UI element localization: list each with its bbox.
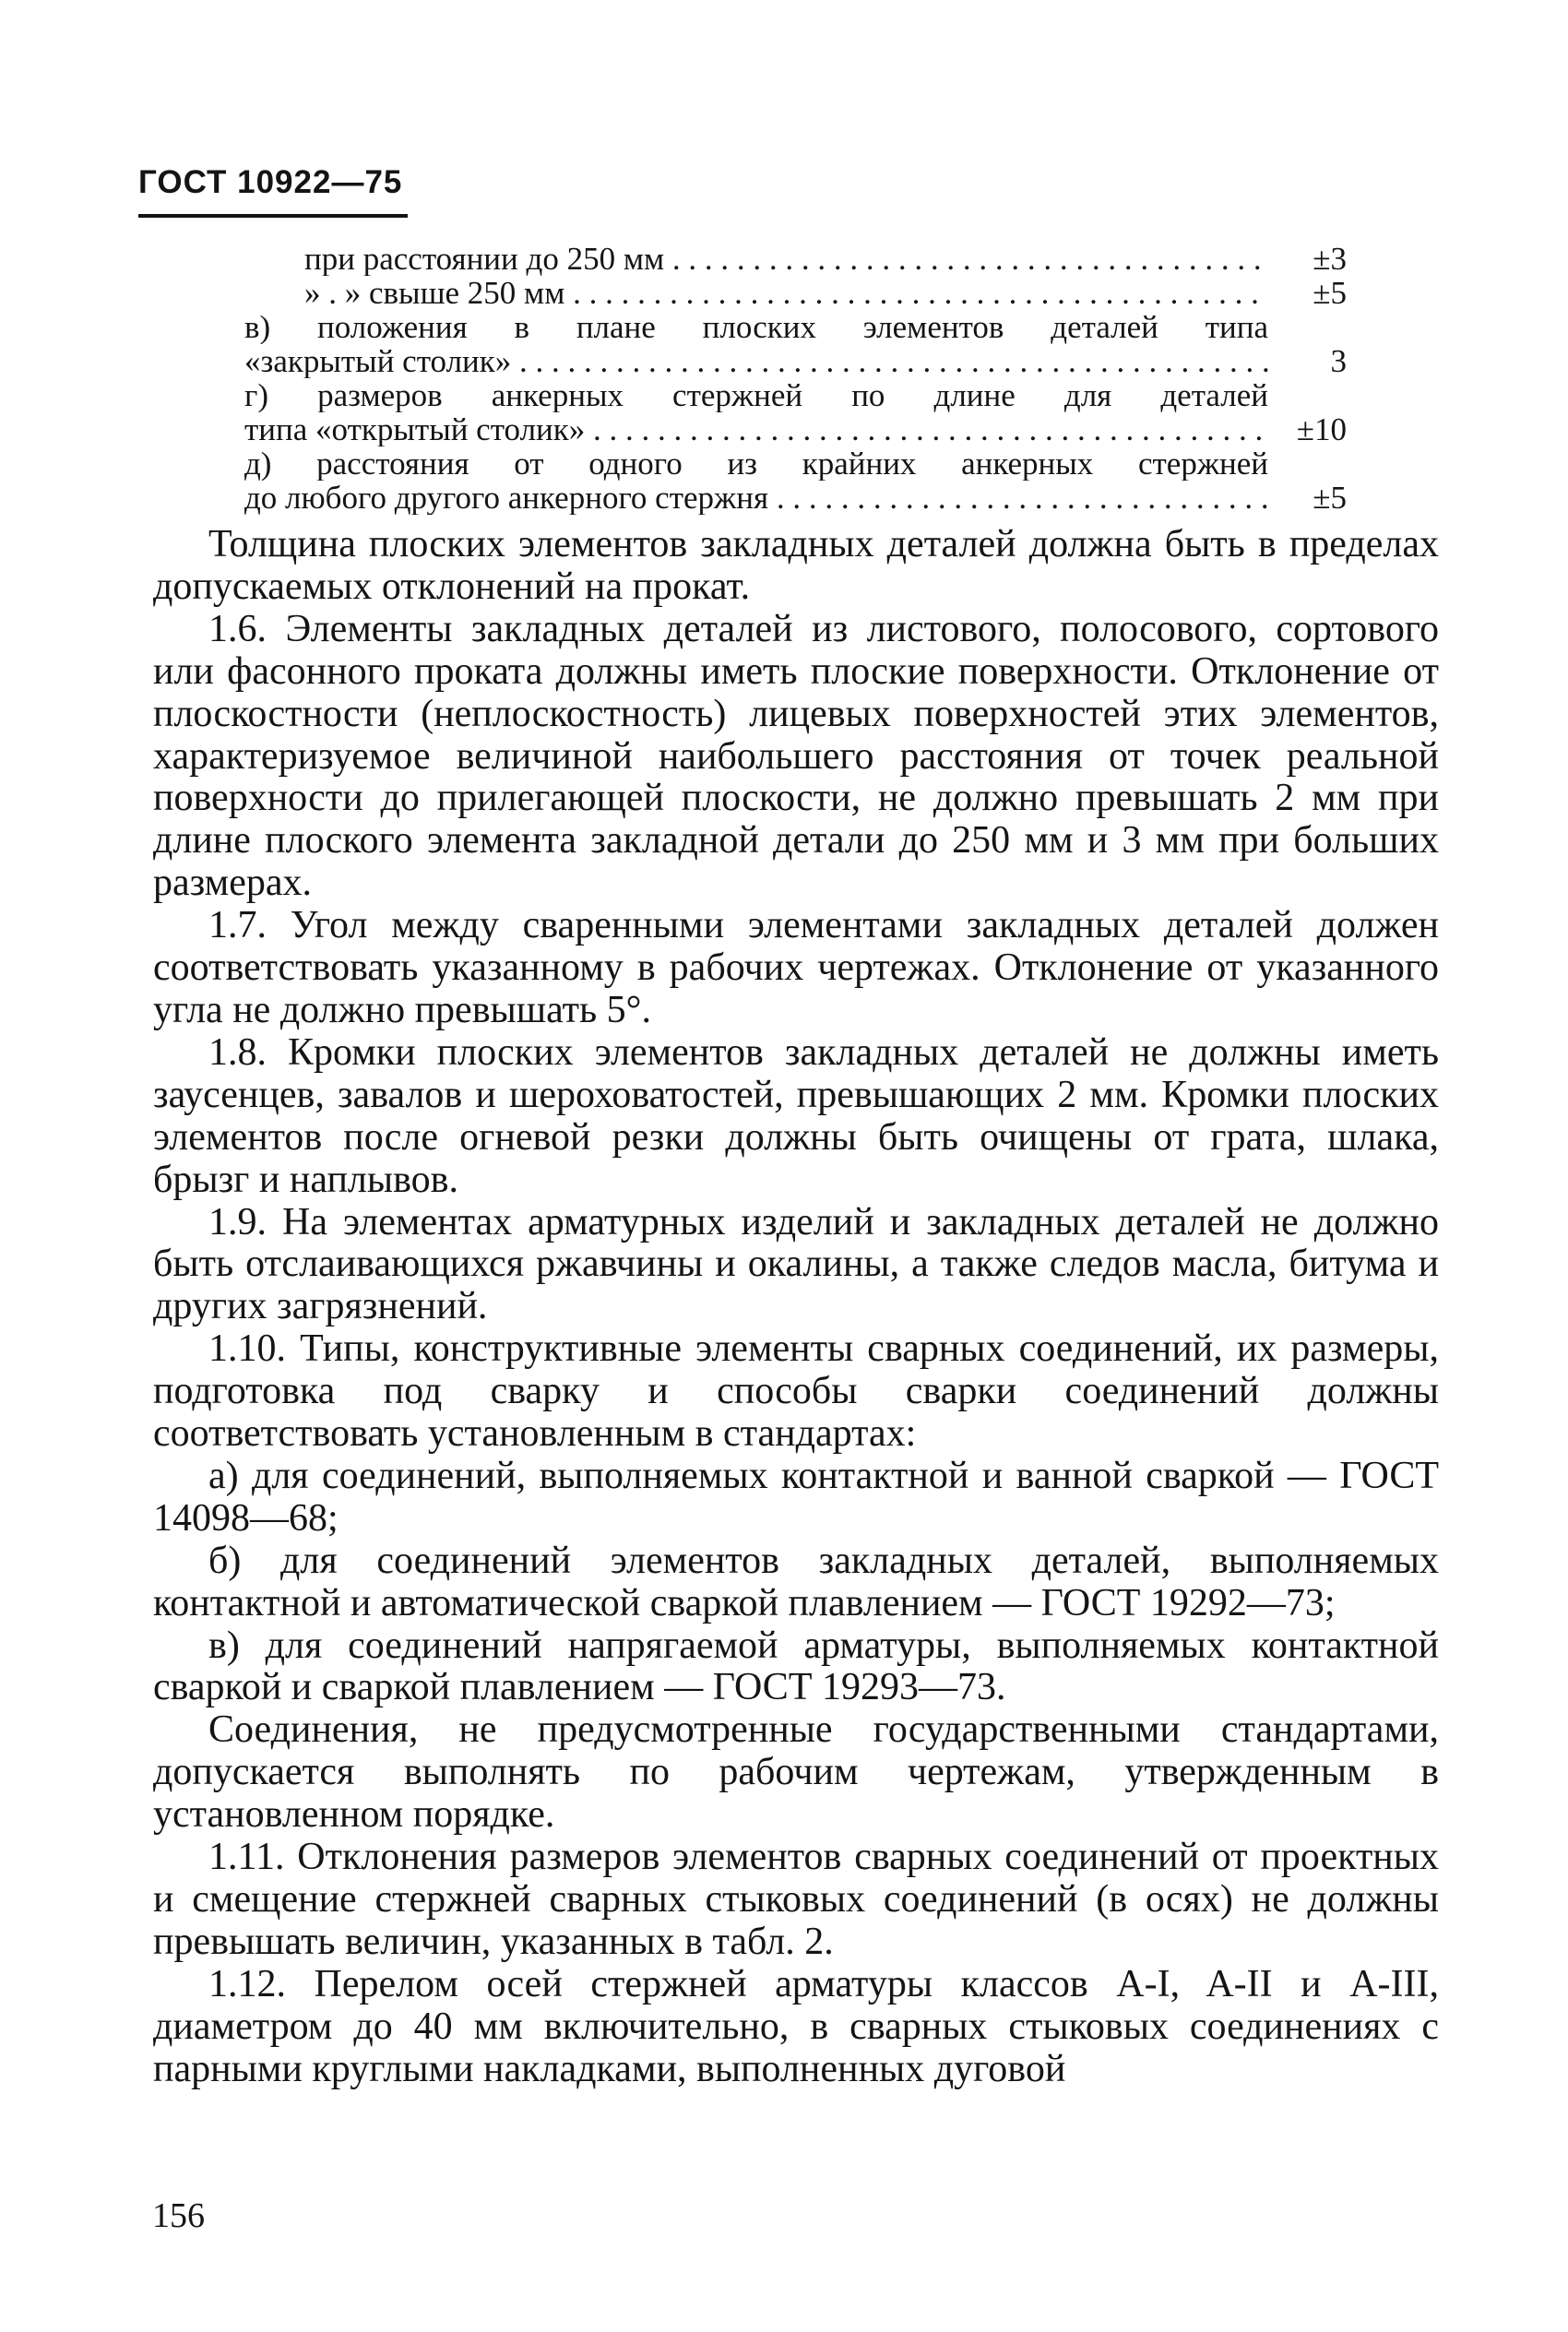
- tolerance-line: [244, 446, 1347, 481]
- tolerance-value: 3: [1330, 343, 1347, 379]
- paragraph: 1.7. Угол между сваренными элементами закладных деталей должен соответствовать указанному в рабочих чертежах. Отклонение от указанного угла не должно превышать 5°.: [153, 904, 1439, 1031]
- tolerance-text: д) расстояния от одного из крайних анкерных стержней: [244, 446, 1268, 481]
- tolerance-text: г) размеров анкерных стержней по длине для деталей: [244, 378, 1268, 412]
- tolerance-list: [244, 242, 1347, 515]
- paragraph: Соединения, не предусмотренные государственными стандартами, допускается выполнять по рабочим чертежам, утвержденным в установленном порядке.: [153, 1708, 1439, 1837]
- tolerance-value: ±5: [1313, 480, 1347, 516]
- paragraph: б) для соединений элементов закладных деталей, выполняемых контактной и автоматической сваркой плавлением — ГОСТ 19292—73;: [153, 1539, 1439, 1624]
- tolerance-text: при расстоянии до 250 мм . . .: [244, 242, 1268, 276]
- tolerance-value: ±10: [1296, 411, 1347, 447]
- tolerance-line: [244, 412, 1347, 446]
- paragraph: 1.10. Типы, конструктивные элементы сварных соединений, их размеры, подготовка под сварку и способы сварки соединений должны соответствовать установленным в стандартах:: [153, 1327, 1439, 1456]
- header-rule: [138, 214, 408, 218]
- standard-header: ГОСТ 10922—75: [138, 164, 403, 200]
- body-text: [153, 524, 1439, 2091]
- paragraph: 1.6. Элементы закладных деталей из листового, полосового, сортового или фасонного проката должны иметь плоские поверхности. Отклонение от плоскостности (неплоскостность) лицевых поверхностей этих элементов, характеризуемое величиной наибольшего расстояния от точек реальной поверхности до прилегающей плоскости, не должно превышать 2 мм при длине плоского элемента закладной детали до 250 мм и 3 мм при больших размерах.: [153, 607, 1439, 905]
- tolerance-value: ±5: [1313, 275, 1347, 311]
- tolerance-line: [244, 310, 1347, 344]
- tolerance-text: до любого другого анкерного стержня . . .: [244, 481, 1268, 515]
- tolerance-line: [244, 242, 1347, 276]
- tolerance-line: [244, 276, 1347, 310]
- tolerance-text: » . » свыше 250 мм . . .: [244, 276, 1268, 310]
- tolerance-text: «закрытый столик» . . .: [244, 344, 1268, 378]
- paragraph: Толщина плоских элементов закладных деталей должна быть в пределах допускаемых отклонений на прокат.: [153, 523, 1439, 608]
- paragraph: 1.9. На элементах арматурных изделий и закладных деталей не должно быть отслаивающихся ржавчины и окалины, а также следов масла, битума и других загрязнений.: [153, 1200, 1439, 1328]
- tolerance-text: в) положения в плане плоских элементов деталей типа: [244, 310, 1268, 344]
- tolerance-line: [244, 344, 1347, 378]
- page-number: 156: [152, 2196, 205, 2235]
- paragraph: 1.11. Отклонения размеров элементов сварных соединений от проектных и смещение стержней сварных стыковых соединений (в осях) не должны превышать величин, указанных в табл. 2.: [153, 1836, 1439, 1963]
- paragraph: а) для соединений, выполняемых контактной и ванной сваркой — ГОСТ 14098—68;: [153, 1454, 1439, 1540]
- tolerance-line: [244, 481, 1347, 515]
- paragraph: 1.12. Перелом осей стержней арматуры классов A-I, A-II и A-III, диаметром до 40 мм включительно, в сварных стыковых соединениях с парными круглыми накладками, выполненных дуговой: [153, 1962, 1439, 2090]
- paragraph: в) для соединений напрягаемой арматуры, выполняемых контактной сваркой и сваркой плавлением — ГОСТ 19293—73.: [153, 1624, 1439, 1709]
- tolerance-value: ±3: [1313, 241, 1347, 277]
- tolerance-line: [244, 378, 1347, 412]
- paragraph: 1.8. Кромки плоских элементов закладных деталей не должны иметь заусенцев, завалов и шероховатостей, превышающих 2 мм. Кромки плоских элементов после огневой резки должны быть очищены от грата, шлака, брызг и наплывов.: [153, 1030, 1439, 1201]
- tolerance-text: типа «открытый столик» . . .: [244, 412, 1268, 446]
